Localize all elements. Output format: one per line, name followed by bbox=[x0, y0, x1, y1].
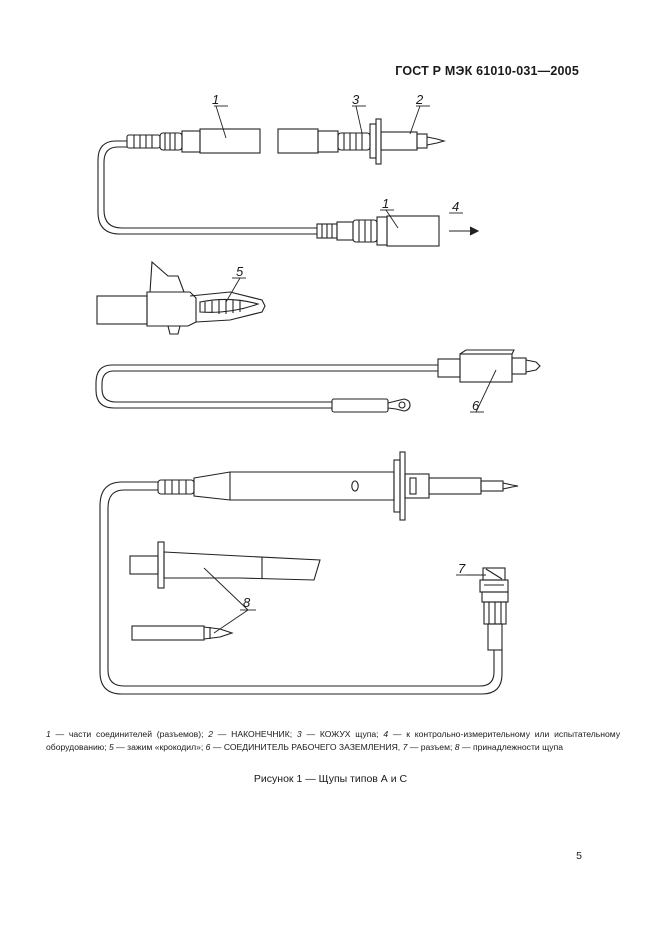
legend-text-3: КОЖУХ щупа; bbox=[319, 729, 379, 739]
figure-caption: Рисунок 1 — Щупы типов А и С bbox=[253, 773, 408, 785]
callout-1-top: 1 bbox=[212, 92, 220, 107]
callouts bbox=[212, 92, 480, 610]
legend-text-4: к контрольно-измерительному или испытательному оборудованию; bbox=[46, 729, 621, 752]
legend-text-6: СОЕДИНИТЕЛЬ РАБОЧЕГО ЗАЗЕМЛЕНИЯ, bbox=[223, 742, 401, 752]
callout-5: 5 bbox=[236, 264, 244, 279]
probe-a-cable bbox=[98, 141, 317, 234]
figure-legend: 1 — части соединителей (разъемов); 2 — НАКОНЕЧНИК; 3 — КОЖУХ щупа; 4 — к контрольно-измерительному или испытательному оборудованию; 5 — зажим «крокодил»; 6 — СОЕДИНИТЕЛЬ РАБОЧЕГО ЗАЗЕМЛЕНИЯ, 7 — разъем; 8 — принадлежности щупа bbox=[46, 729, 621, 752]
legend-num-3: 3 bbox=[296, 729, 302, 739]
legend-num-8: 8 bbox=[454, 742, 460, 752]
document-header: ГОСТ Р МЭК 61010-031—2005 bbox=[395, 64, 579, 78]
bnc-connector bbox=[480, 568, 508, 650]
legend-num-6: 6 bbox=[205, 742, 211, 752]
legend-num-1: 1 bbox=[46, 729, 51, 739]
legend-num-4: 4 bbox=[383, 729, 389, 739]
legend-num-5: 5 bbox=[109, 742, 114, 752]
leader-lines bbox=[204, 106, 496, 633]
callout-1-bottom: 1 bbox=[382, 196, 390, 211]
callout-3: 3 bbox=[352, 92, 360, 107]
legend-num-2: 2 bbox=[208, 729, 214, 739]
callout-2: 2 bbox=[416, 92, 424, 107]
callout-8: 8 bbox=[243, 595, 251, 610]
page-number: 5 bbox=[576, 850, 582, 862]
accessory-pin bbox=[132, 626, 232, 640]
probe-body-top bbox=[278, 119, 444, 164]
connector-1-bottom bbox=[317, 216, 439, 246]
callout-6: 6 bbox=[472, 398, 480, 413]
accessory-sleeve bbox=[130, 542, 320, 588]
arrow-to-equipment bbox=[449, 227, 478, 235]
probe-c-body bbox=[158, 452, 518, 520]
legend-text-1: части соединителей (разъемов); bbox=[68, 729, 204, 739]
connector-1-top bbox=[127, 129, 260, 153]
callout-7: 7 bbox=[458, 561, 466, 576]
callout-4: 4 bbox=[452, 199, 460, 214]
legend-text-2: НАКОНЕЧНИК; bbox=[231, 729, 293, 739]
legend-text-5: зажим «крокодил»; bbox=[127, 742, 204, 752]
legend-text-8: принадлежности щупа bbox=[472, 742, 563, 752]
legend-text-7: разъем; bbox=[420, 742, 453, 752]
legend-num-7: 7 bbox=[402, 742, 408, 752]
